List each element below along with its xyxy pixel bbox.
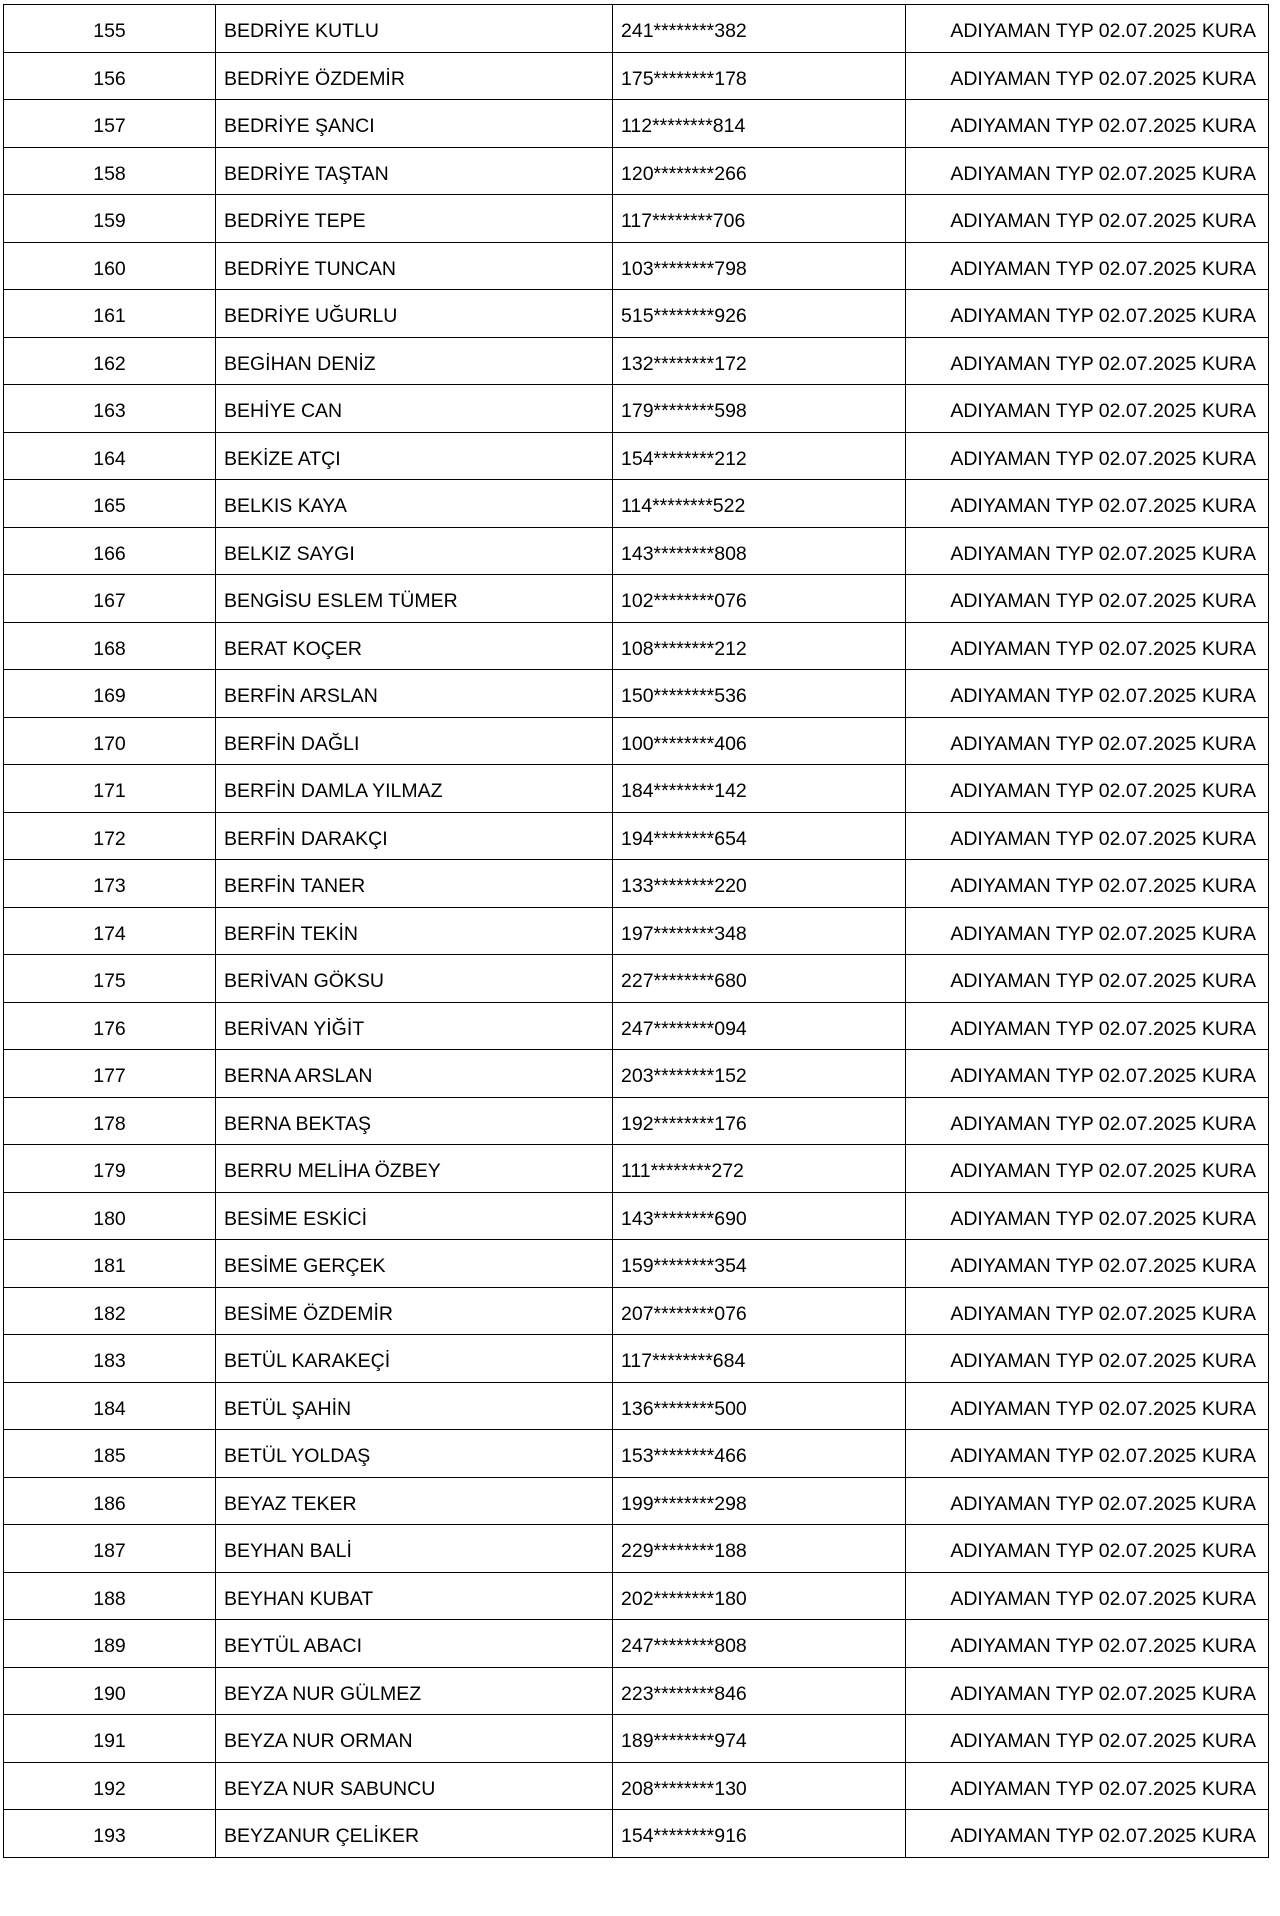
table-row [4, 242, 1269, 290]
row-number-cell: 158 [4, 147, 216, 195]
masked-id-cell: 227********680 [613, 955, 906, 1003]
lottery-info-cell: ADIYAMAN TYP 02.07.2025 KURA [906, 1477, 1269, 1525]
masked-id-cell: 241********382 [613, 5, 906, 53]
masked-id-cell: 203********152 [613, 1050, 906, 1098]
table-row [4, 1810, 1269, 1858]
full-name-cell: BERFİN TANER [216, 860, 613, 908]
row-number-cell: 155 [4, 5, 216, 53]
masked-id-cell: 108********212 [613, 622, 906, 670]
masked-id-cell: 114********522 [613, 480, 906, 528]
table-row [4, 385, 1269, 433]
table-row [4, 527, 1269, 575]
row-number-cell: 170 [4, 717, 216, 765]
full-name-cell: BEDRİYE TEPE [216, 195, 613, 243]
row-number-cell: 182 [4, 1287, 216, 1335]
masked-id-cell: 143********808 [613, 527, 906, 575]
full-name-cell: BEDRİYE ÖZDEMİR [216, 52, 613, 100]
row-number-cell: 156 [4, 52, 216, 100]
lottery-info-cell: ADIYAMAN TYP 02.07.2025 KURA [906, 1620, 1269, 1668]
masked-id-cell: 133********220 [613, 860, 906, 908]
full-name-cell: BENGİSU ESLEM TÜMER [216, 575, 613, 623]
table-row [4, 480, 1269, 528]
table-row [4, 432, 1269, 480]
table-row [4, 52, 1269, 100]
row-number-cell: 185 [4, 1430, 216, 1478]
masked-id-cell: 132********172 [613, 337, 906, 385]
masked-id-cell: 247********094 [613, 1002, 906, 1050]
table-row [4, 1050, 1269, 1098]
table-row [4, 1667, 1269, 1715]
masked-id-cell: 207********076 [613, 1287, 906, 1335]
row-number-cell: 171 [4, 765, 216, 813]
full-name-cell: BELKIS KAYA [216, 480, 613, 528]
table-row [4, 1335, 1269, 1383]
row-number-cell: 192 [4, 1762, 216, 1810]
table-row [4, 907, 1269, 955]
lottery-info-cell: ADIYAMAN TYP 02.07.2025 KURA [906, 290, 1269, 338]
full-name-cell: BEYZA NUR ORMAN [216, 1715, 613, 1763]
row-number-cell: 190 [4, 1667, 216, 1715]
full-name-cell: BERİVAN YİĞİT [216, 1002, 613, 1050]
masked-id-cell: 117********706 [613, 195, 906, 243]
masked-id-cell: 184********142 [613, 765, 906, 813]
full-name-cell: BEHİYE CAN [216, 385, 613, 433]
lottery-info-cell: ADIYAMAN TYP 02.07.2025 KURA [906, 1525, 1269, 1573]
table-row [4, 5, 1269, 53]
row-number-cell: 183 [4, 1335, 216, 1383]
table-row [4, 1382, 1269, 1430]
masked-id-cell: 112********814 [613, 100, 906, 148]
lottery-info-cell: ADIYAMAN TYP 02.07.2025 KURA [906, 1430, 1269, 1478]
full-name-cell: BETÜL ŞAHİN [216, 1382, 613, 1430]
row-number-cell: 187 [4, 1525, 216, 1573]
lottery-info-cell: ADIYAMAN TYP 02.07.2025 KURA [906, 100, 1269, 148]
row-number-cell: 159 [4, 195, 216, 243]
masked-id-cell: 154********916 [613, 1810, 906, 1858]
table-row [4, 860, 1269, 908]
masked-id-cell: 229********188 [613, 1525, 906, 1573]
row-number-cell: 184 [4, 1382, 216, 1430]
table-row [4, 337, 1269, 385]
lottery-info-cell: ADIYAMAN TYP 02.07.2025 KURA [906, 1145, 1269, 1193]
row-number-cell: 157 [4, 100, 216, 148]
table-row [4, 812, 1269, 860]
masked-id-cell: 100********406 [613, 717, 906, 765]
lottery-info-cell: ADIYAMAN TYP 02.07.2025 KURA [906, 1762, 1269, 1810]
lottery-info-cell: ADIYAMAN TYP 02.07.2025 KURA [906, 1240, 1269, 1288]
row-number-cell: 175 [4, 955, 216, 1003]
lottery-info-cell: ADIYAMAN TYP 02.07.2025 KURA [906, 907, 1269, 955]
lottery-info-cell: ADIYAMAN TYP 02.07.2025 KURA [906, 1715, 1269, 1763]
lottery-info-cell: ADIYAMAN TYP 02.07.2025 KURA [906, 1382, 1269, 1430]
row-number-cell: 168 [4, 622, 216, 670]
table-row [4, 1715, 1269, 1763]
table-row [4, 765, 1269, 813]
table-row [4, 195, 1269, 243]
full-name-cell: BEDRİYE TAŞTAN [216, 147, 613, 195]
table-row [4, 1097, 1269, 1145]
full-name-cell: BERFİN DAĞLI [216, 717, 613, 765]
lottery-info-cell: ADIYAMAN TYP 02.07.2025 KURA [906, 575, 1269, 623]
lottery-info-cell: ADIYAMAN TYP 02.07.2025 KURA [906, 1002, 1269, 1050]
full-name-cell: BERAT KOÇER [216, 622, 613, 670]
full-name-cell: BERFİN DAMLA YILMAZ [216, 765, 613, 813]
lottery-info-cell: ADIYAMAN TYP 02.07.2025 KURA [906, 622, 1269, 670]
lottery-results-table [3, 4, 1269, 1858]
row-number-cell: 181 [4, 1240, 216, 1288]
full-name-cell: BEYZA NUR GÜLMEZ [216, 1667, 613, 1715]
row-number-cell: 163 [4, 385, 216, 433]
full-name-cell: BESİME GERÇEK [216, 1240, 613, 1288]
row-number-cell: 186 [4, 1477, 216, 1525]
row-number-cell: 166 [4, 527, 216, 575]
lottery-info-cell: ADIYAMAN TYP 02.07.2025 KURA [906, 337, 1269, 385]
lottery-info-cell: ADIYAMAN TYP 02.07.2025 KURA [906, 195, 1269, 243]
table-row [4, 1287, 1269, 1335]
table-row [4, 670, 1269, 718]
lottery-info-cell: ADIYAMAN TYP 02.07.2025 KURA [906, 52, 1269, 100]
row-number-cell: 191 [4, 1715, 216, 1763]
table-row [4, 1240, 1269, 1288]
row-number-cell: 173 [4, 860, 216, 908]
masked-id-cell: 208********130 [613, 1762, 906, 1810]
table-row [4, 1762, 1269, 1810]
table-row [4, 1430, 1269, 1478]
masked-id-cell: 189********974 [613, 1715, 906, 1763]
row-number-cell: 178 [4, 1097, 216, 1145]
masked-id-cell: 154********212 [613, 432, 906, 480]
full-name-cell: BETÜL KARAKEÇİ [216, 1335, 613, 1383]
masked-id-cell: 153********466 [613, 1430, 906, 1478]
row-number-cell: 167 [4, 575, 216, 623]
table-body [4, 5, 1269, 1858]
row-number-cell: 177 [4, 1050, 216, 1098]
full-name-cell: BEDRİYE KUTLU [216, 5, 613, 53]
row-number-cell: 165 [4, 480, 216, 528]
row-number-cell: 169 [4, 670, 216, 718]
lottery-info-cell: ADIYAMAN TYP 02.07.2025 KURA [906, 1810, 1269, 1858]
lottery-info-cell: ADIYAMAN TYP 02.07.2025 KURA [906, 1667, 1269, 1715]
full-name-cell: BEDRİYE ŞANCI [216, 100, 613, 148]
lottery-info-cell: ADIYAMAN TYP 02.07.2025 KURA [906, 1335, 1269, 1383]
lottery-info-cell: ADIYAMAN TYP 02.07.2025 KURA [906, 765, 1269, 813]
full-name-cell: BEYAZ TEKER [216, 1477, 613, 1525]
masked-id-cell: 202********180 [613, 1572, 906, 1620]
full-name-cell: BELKIZ SAYGI [216, 527, 613, 575]
table-row [4, 1477, 1269, 1525]
masked-id-cell: 223********846 [613, 1667, 906, 1715]
full-name-cell: BESİME ÖZDEMİR [216, 1287, 613, 1335]
masked-id-cell: 194********654 [613, 812, 906, 860]
row-number-cell: 172 [4, 812, 216, 860]
masked-id-cell: 199********298 [613, 1477, 906, 1525]
full-name-cell: BEYHAN BALİ [216, 1525, 613, 1573]
full-name-cell: BERİVAN GÖKSU [216, 955, 613, 1003]
lottery-info-cell: ADIYAMAN TYP 02.07.2025 KURA [906, 1050, 1269, 1098]
full-name-cell: BEYZA NUR SABUNCU [216, 1762, 613, 1810]
full-name-cell: BEYTÜL ABACI [216, 1620, 613, 1668]
table-row [4, 1525, 1269, 1573]
masked-id-cell: 103********798 [613, 242, 906, 290]
row-number-cell: 164 [4, 432, 216, 480]
full-name-cell: BEYZANUR ÇELİKER [216, 1810, 613, 1858]
masked-id-cell: 192********176 [613, 1097, 906, 1145]
full-name-cell: BEDRİYE TUNCAN [216, 242, 613, 290]
table-row [4, 955, 1269, 1003]
table-row [4, 717, 1269, 765]
lottery-info-cell: ADIYAMAN TYP 02.07.2025 KURA [906, 670, 1269, 718]
lottery-info-cell: ADIYAMAN TYP 02.07.2025 KURA [906, 860, 1269, 908]
lottery-info-cell: ADIYAMAN TYP 02.07.2025 KURA [906, 242, 1269, 290]
lottery-info-cell: ADIYAMAN TYP 02.07.2025 KURA [906, 1192, 1269, 1240]
table-row [4, 1572, 1269, 1620]
lottery-info-cell: ADIYAMAN TYP 02.07.2025 KURA [906, 955, 1269, 1003]
lottery-info-cell: ADIYAMAN TYP 02.07.2025 KURA [906, 480, 1269, 528]
full-name-cell: BETÜL YOLDAŞ [216, 1430, 613, 1478]
masked-id-cell: 197********348 [613, 907, 906, 955]
full-name-cell: BEYHAN KUBAT [216, 1572, 613, 1620]
masked-id-cell: 150********536 [613, 670, 906, 718]
full-name-cell: BERNA ARSLAN [216, 1050, 613, 1098]
table-row [4, 1620, 1269, 1668]
row-number-cell: 160 [4, 242, 216, 290]
masked-id-cell: 247********808 [613, 1620, 906, 1668]
masked-id-cell: 179********598 [613, 385, 906, 433]
lottery-info-cell: ADIYAMAN TYP 02.07.2025 KURA [906, 147, 1269, 195]
table-row [4, 100, 1269, 148]
lottery-info-cell: ADIYAMAN TYP 02.07.2025 KURA [906, 432, 1269, 480]
table-row [4, 290, 1269, 338]
row-number-cell: 176 [4, 1002, 216, 1050]
masked-id-cell: 102********076 [613, 575, 906, 623]
full-name-cell: BERFİN TEKİN [216, 907, 613, 955]
row-number-cell: 162 [4, 337, 216, 385]
lottery-info-cell: ADIYAMAN TYP 02.07.2025 KURA [906, 5, 1269, 53]
lottery-info-cell: ADIYAMAN TYP 02.07.2025 KURA [906, 1572, 1269, 1620]
row-number-cell: 193 [4, 1810, 216, 1858]
lottery-info-cell: ADIYAMAN TYP 02.07.2025 KURA [906, 385, 1269, 433]
full-name-cell: BEKİZE ATÇI [216, 432, 613, 480]
lottery-info-cell: ADIYAMAN TYP 02.07.2025 KURA [906, 1097, 1269, 1145]
full-name-cell: BESİME ESKİCİ [216, 1192, 613, 1240]
row-number-cell: 180 [4, 1192, 216, 1240]
full-name-cell: BERRU MELİHA ÖZBEY [216, 1145, 613, 1193]
lottery-info-cell: ADIYAMAN TYP 02.07.2025 KURA [906, 527, 1269, 575]
table-row [4, 1192, 1269, 1240]
row-number-cell: 189 [4, 1620, 216, 1668]
table-row [4, 575, 1269, 623]
lottery-info-cell: ADIYAMAN TYP 02.07.2025 KURA [906, 812, 1269, 860]
masked-id-cell: 143********690 [613, 1192, 906, 1240]
masked-id-cell: 515********926 [613, 290, 906, 338]
lottery-info-cell: ADIYAMAN TYP 02.07.2025 KURA [906, 717, 1269, 765]
masked-id-cell: 117********684 [613, 1335, 906, 1383]
masked-id-cell: 159********354 [613, 1240, 906, 1288]
table-row [4, 1002, 1269, 1050]
row-number-cell: 161 [4, 290, 216, 338]
table-row [4, 622, 1269, 670]
table-row [4, 1145, 1269, 1193]
full-name-cell: BERFİN ARSLAN [216, 670, 613, 718]
full-name-cell: BEDRİYE UĞURLU [216, 290, 613, 338]
masked-id-cell: 175********178 [613, 52, 906, 100]
lottery-info-cell: ADIYAMAN TYP 02.07.2025 KURA [906, 1287, 1269, 1335]
table-row [4, 147, 1269, 195]
masked-id-cell: 120********266 [613, 147, 906, 195]
full-name-cell: BERFİN DARAKÇI [216, 812, 613, 860]
full-name-cell: BEGİHAN DENİZ [216, 337, 613, 385]
row-number-cell: 188 [4, 1572, 216, 1620]
masked-id-cell: 111********272 [613, 1145, 906, 1193]
row-number-cell: 179 [4, 1145, 216, 1193]
full-name-cell: BERNA BEKTAŞ [216, 1097, 613, 1145]
masked-id-cell: 136********500 [613, 1382, 906, 1430]
row-number-cell: 174 [4, 907, 216, 955]
